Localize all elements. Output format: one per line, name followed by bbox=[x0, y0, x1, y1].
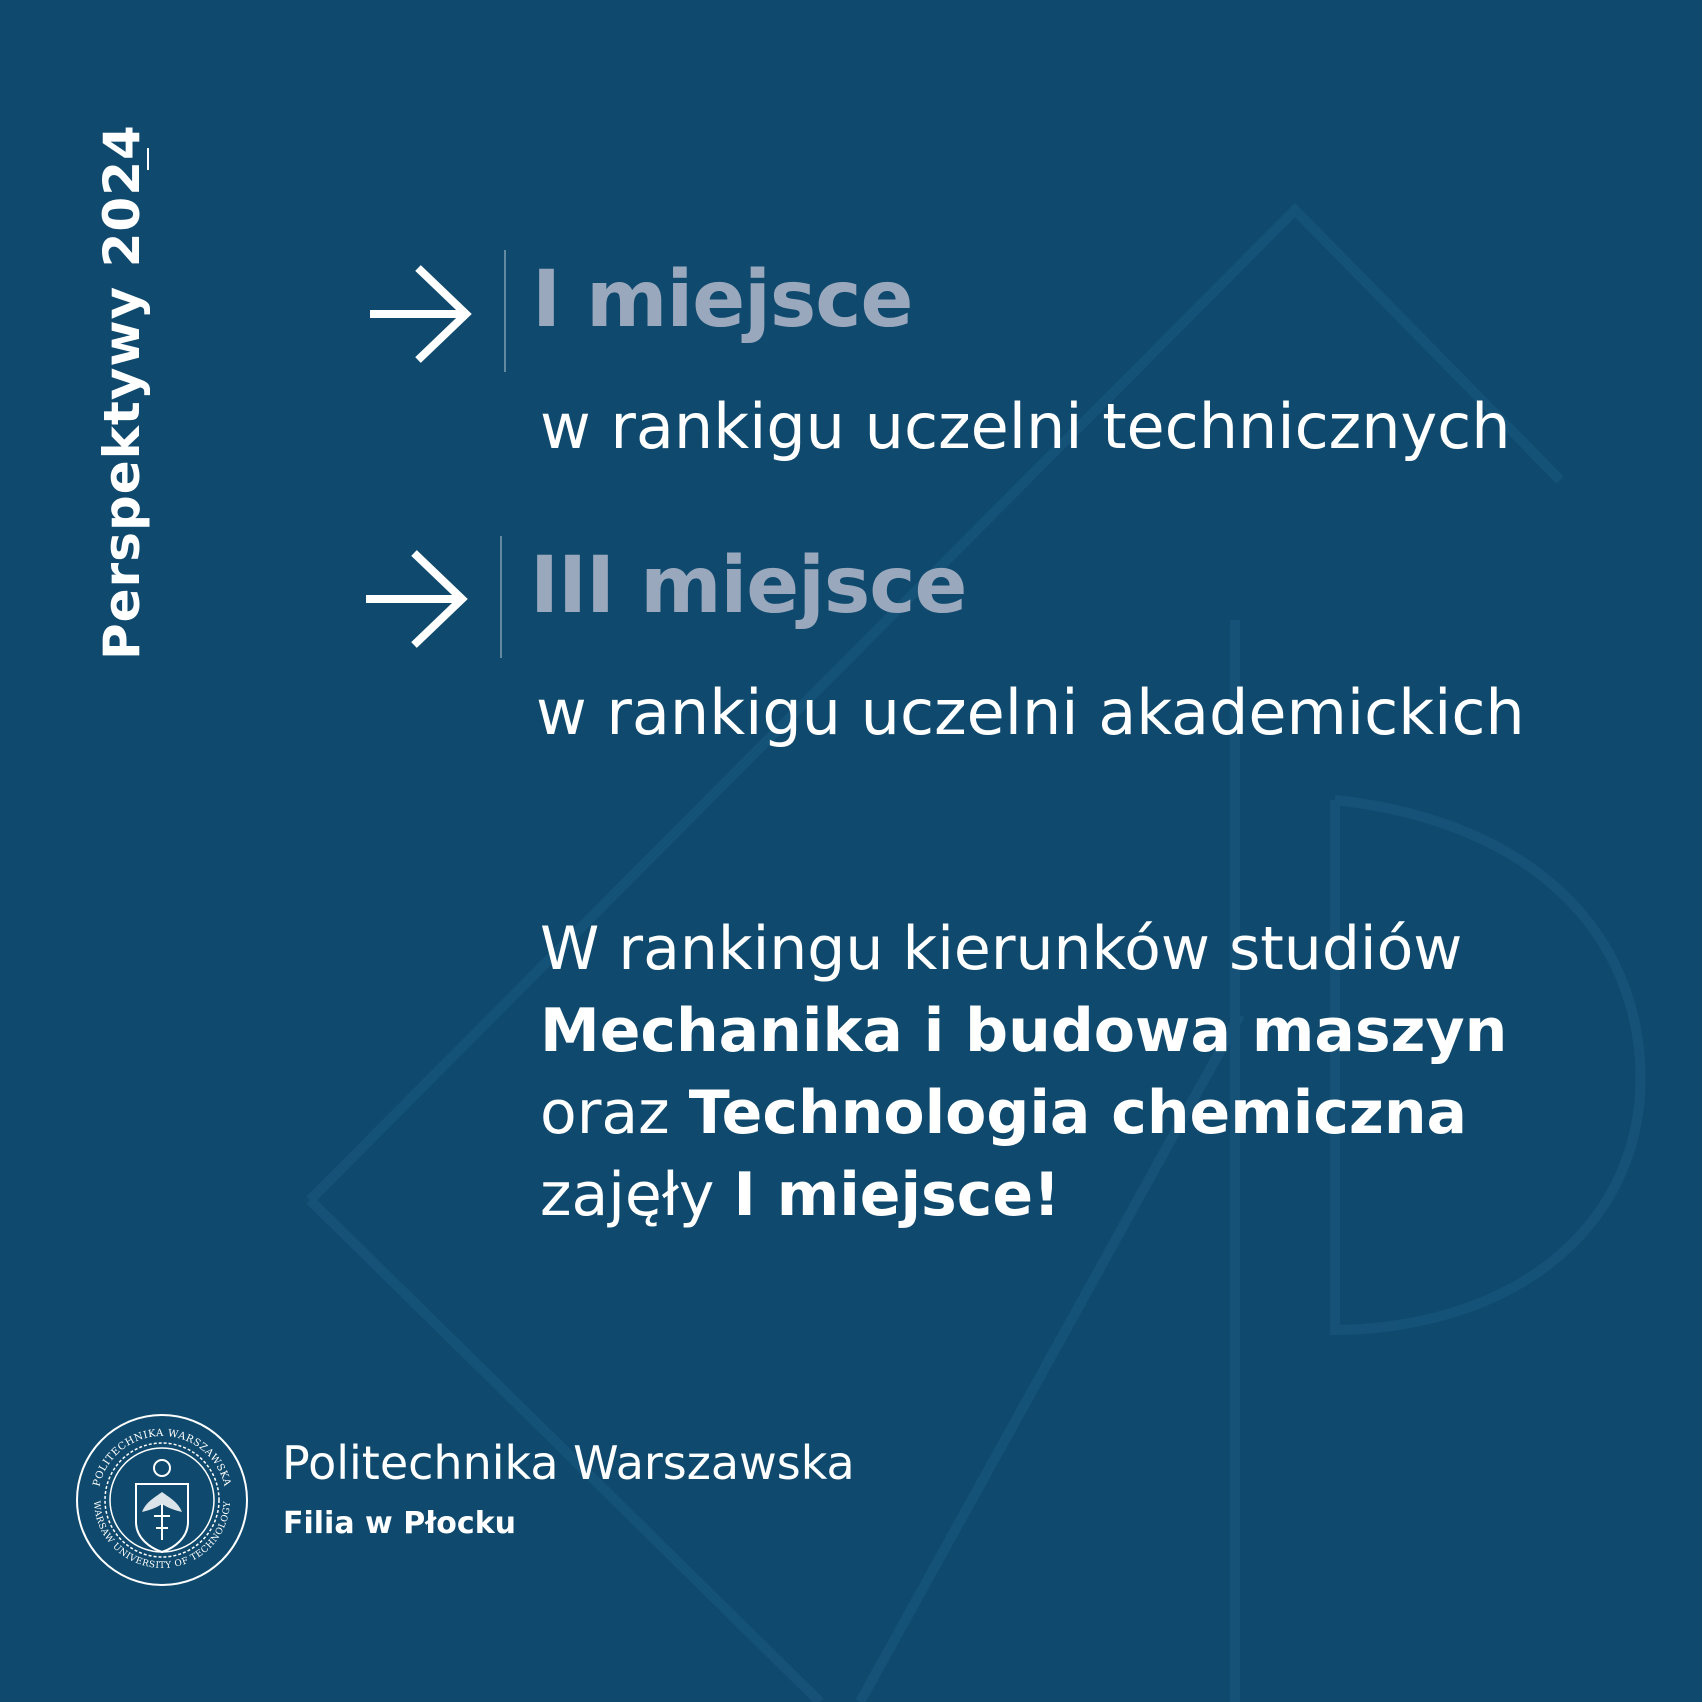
arrow-right-icon bbox=[362, 547, 474, 651]
ranking-description: w rankigu uczelni akademickich bbox=[536, 676, 1525, 749]
statement bbox=[540, 908, 1540, 1236]
ranking-description: w rankigu uczelni technicznych bbox=[540, 390, 1511, 463]
statement-text: oraz bbox=[540, 1078, 689, 1148]
side-label: Perspektywy 2024 bbox=[93, 124, 151, 660]
statement-field-name: Technologia chemiczna bbox=[688, 1078, 1468, 1148]
university-name: Politechnika Warszawska bbox=[282, 1436, 855, 1490]
statement-line bbox=[540, 990, 1540, 1072]
ranking-title: III miejsce bbox=[530, 541, 967, 631]
statement-highlight: I miejsce! bbox=[733, 1160, 1061, 1230]
svg-text:WARSAW UNIVERSITY OF TECHNOLOG: WARSAW UNIVERSITY OF TECHNOLOGY bbox=[90, 1500, 234, 1572]
arrow-right-icon bbox=[366, 262, 478, 366]
ranking-divider bbox=[504, 250, 506, 372]
ranking-title: I miejsce bbox=[532, 255, 913, 345]
statement-field-name: Mechanika i budowa maszyn bbox=[540, 996, 1508, 1066]
university-branch: Filia w Płocku bbox=[283, 1506, 517, 1541]
ranking-divider bbox=[500, 536, 502, 658]
university-seal-icon bbox=[74, 1412, 250, 1588]
statement-line bbox=[540, 1072, 1540, 1154]
statement-line: W rankingu kierunków studiów bbox=[540, 914, 1463, 984]
statement-text: zajęły bbox=[540, 1160, 734, 1230]
svg-text:POLITECHNIKA WARSZAWSKA: POLITECHNIKA WARSZAWSKA bbox=[91, 1427, 233, 1488]
statement-line bbox=[540, 1154, 1540, 1236]
